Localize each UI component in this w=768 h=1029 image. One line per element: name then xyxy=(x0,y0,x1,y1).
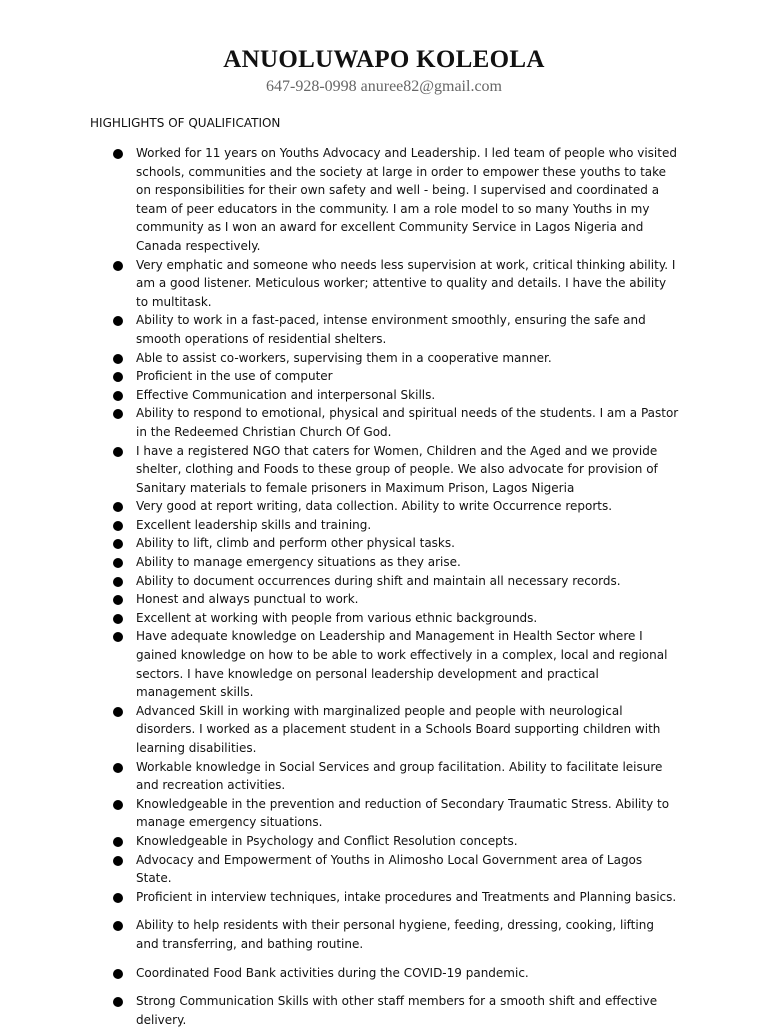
bullet-icon xyxy=(113,577,123,587)
list-item-text: I have a registered NGO that caters for Women, Children and the Aged and we provide shelter, clothing and Foods to these group of people. We also advocate for provision of Sanitary materials to female prisoners in Maximum Prison, Lagos Nigeria xyxy=(136,443,658,495)
list-item-text: Ability to help residents with their personal hygiene, feeding, dressing, cooking, lifting and transferring, and bathing routine. xyxy=(136,918,654,951)
bullet-icon xyxy=(113,261,123,271)
bullet-icon xyxy=(113,447,123,457)
list-item-text: Ability to respond to emotional, physical and spiritual needs of the students. I am a Pastor in the Redeemed Christian Church Of God. xyxy=(136,406,679,439)
list-item xyxy=(0,311,768,348)
bullet-icon xyxy=(113,558,123,568)
list-item xyxy=(0,609,768,628)
list-item-text: Very good at report writing, data collection. Ability to write Occurrence reports. xyxy=(136,499,613,514)
list-item xyxy=(0,888,768,907)
list-item-text: Able to assist co-workers, supervising them in a cooperative manner. xyxy=(136,350,552,365)
list-item-text: Advanced Skill in working with marginalized people and people with neurological disorders. I worked as a placement student in a Schools Board supporting children with learning disabilities. xyxy=(136,703,661,755)
section-heading: HIGHLIGHTS OF QUALIFICATION xyxy=(90,116,281,130)
bullet-icon xyxy=(113,969,123,979)
list-item xyxy=(0,534,768,553)
bullet-icon xyxy=(113,372,123,382)
qualifications-list xyxy=(0,144,768,1029)
list-item xyxy=(0,442,768,498)
list-item xyxy=(0,386,768,405)
list-item-text: Excellent at working with people from various ethnic backgrounds. xyxy=(136,610,538,625)
list-item-text: Coordinated Food Bank activities during the COVID-19 pandemic. xyxy=(136,965,529,980)
bullet-icon xyxy=(113,856,123,866)
list-item xyxy=(0,795,768,832)
bullet-icon xyxy=(113,539,123,549)
bullet-icon xyxy=(113,921,123,931)
list-item xyxy=(0,590,768,609)
list-item-text: Knowledgeable in Psychology and Conflict Resolution concepts. xyxy=(136,833,518,848)
list-item xyxy=(0,349,768,368)
list-item-text: Workable knowledge in Social Services and group facilitation. Ability to facilitate leisure and recreation activities. xyxy=(136,759,663,793)
list-item-text: Honest and always punctual to work. xyxy=(136,592,359,607)
contact-line: 647-928-0998 anuree82@gmail.com xyxy=(265,78,502,95)
list-item xyxy=(0,144,768,256)
list-item-text: Advocacy and Empowerment of Youths in Alimosho Local Government area of Lagos State. xyxy=(136,852,643,886)
bullet-icon xyxy=(113,997,123,1007)
list-item xyxy=(0,367,768,386)
bullet-icon xyxy=(113,707,123,717)
bullet-icon xyxy=(113,354,123,364)
list-item xyxy=(0,572,768,591)
list-item-text: Knowledgeable in the prevention and reduction of Secondary Traumatic Stress. Ability to manage emergency situations. xyxy=(136,796,670,830)
list-item xyxy=(0,627,768,701)
list-item-text: Very emphatic and someone who needs less supervision at work, critical thinking ability. I am a good listener. Meticulous worker; attentive to quality and details. I have the ability to multitask. xyxy=(136,257,676,309)
list-item-text: Worked for 11 years on Youths Advocacy and Leadership. I led team of people who visited schools, communities and the society at large in order to empower these youths to take on responsibilities for their own safety and well - being. I supervised and coordinated a team of peer educators in the community. I am a role model to so many Youths in my community as I won an award for excellent Community Service in Lagos Nigeria and Canada respectively. xyxy=(136,146,677,253)
list-item xyxy=(0,497,768,516)
list-item-text: Effective Communication and interpersonal Skills. xyxy=(136,387,436,402)
list-item xyxy=(0,702,768,758)
bullet-icon xyxy=(113,893,123,903)
list-item xyxy=(0,256,768,312)
bullet-icon xyxy=(113,391,123,401)
list-item-text: Ability to work in a fast-paced, intense environment smoothly, ensuring the safe and smooth operations of residential shelters. xyxy=(136,313,646,346)
list-item xyxy=(0,964,768,983)
list-item-text: Ability to lift, climb and perform other physical tasks. xyxy=(136,536,455,551)
bullet-icon xyxy=(113,595,123,605)
bullet-icon xyxy=(113,632,123,642)
candidate-name: ANUOLUWAPO KOLEOLA xyxy=(223,46,545,73)
bullet-icon xyxy=(113,502,123,512)
list-item-text: Strong Communication Skills with other staff members for a smooth shift and effective delivery. xyxy=(136,994,658,1027)
list-item xyxy=(0,832,768,851)
list-item xyxy=(0,404,768,441)
bullet-icon xyxy=(113,614,123,624)
bullet-icon xyxy=(113,521,123,531)
bullet-icon xyxy=(113,800,123,810)
bullet-icon xyxy=(113,316,123,326)
list-item xyxy=(0,516,768,535)
bullet-icon xyxy=(113,837,123,847)
list-item-text: Excellent leadership skills and training. xyxy=(136,517,372,532)
list-item-text: Ability to document occurrences during shift and maintain all necessary records. xyxy=(136,573,621,588)
bullet-icon xyxy=(113,763,123,773)
list-item xyxy=(0,992,768,1029)
list-item xyxy=(0,851,768,888)
list-item xyxy=(0,758,768,795)
list-item-text: Proficient in interview techniques, intake procedures and Treatments and Planning basics. xyxy=(136,889,677,904)
list-item xyxy=(0,916,768,953)
list-item xyxy=(0,553,768,572)
bullet-icon xyxy=(113,409,123,419)
bullet-icon xyxy=(113,149,123,159)
list-item-text: Proficient in the use of computer xyxy=(136,369,333,384)
list-item-text: Ability to manage emergency situations as they arise. xyxy=(136,555,461,570)
list-item-text: Have adequate knowledge on Leadership and Management in Health Sector where I gained knowledge on how to be able to work effectively in a complex, local and regional sectors. I have knowledge on personal leadership development and practical management skills. xyxy=(136,629,668,700)
